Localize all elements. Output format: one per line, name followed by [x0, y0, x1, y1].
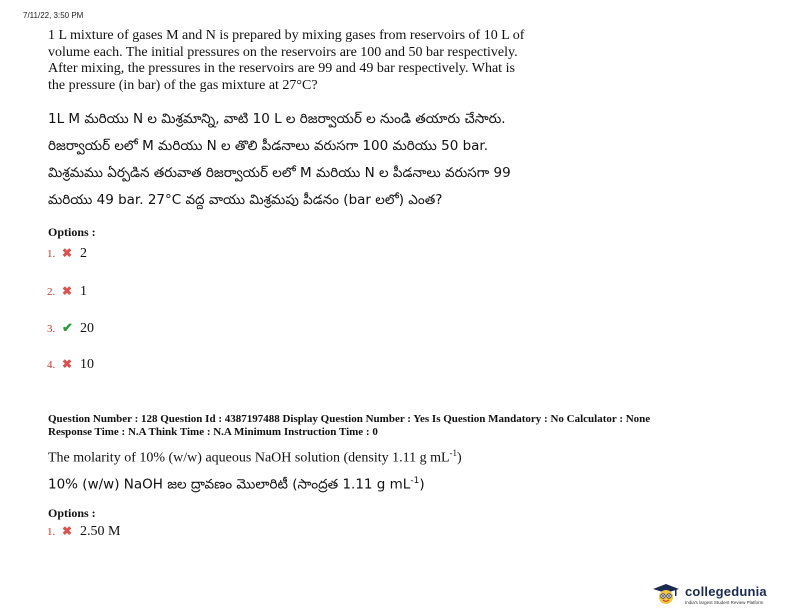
telugu-line: మరియు 49 bar. 27°C వద్ద వాయు మిశ్రమపు పీడనం (bar లలో) ఎంత? [48, 192, 443, 208]
brand-name: collegedunia [685, 583, 767, 599]
collegedunia-logo [651, 583, 767, 605]
superscript: -1 [449, 448, 458, 458]
option-3[interactable] [47, 320, 94, 337]
cross-icon: ✖ [62, 246, 73, 260]
question-line-end: ) [457, 450, 462, 466]
superscript: -1 [410, 476, 420, 486]
options-label: Options : [48, 225, 96, 239]
option-number: 4. [47, 359, 56, 371]
option-value: 2 [80, 246, 87, 261]
question-line: After mixing, the pressures in the reservoirs are 99 and 49 bar respectively. What is [48, 61, 515, 76]
question-text [48, 28, 588, 94]
question-text-telugu [48, 110, 608, 218]
mascot-icon [651, 583, 681, 605]
meta-line: Response Time : N.A Think Time : N.A Minimum Instruction Time : 0 [48, 426, 378, 438]
telugu-line: రిజర్వాయర్ లలో M మరియు N ల తొలి పీడనాలు వరుసగా 100 మరియు 50 bar. [48, 138, 489, 154]
cross-icon: ✖ [62, 357, 73, 371]
question-line: 1 L mixture of gases M and N is prepared by mixing gases from reservoirs of 10 L of [48, 28, 525, 43]
option-1[interactable] [47, 524, 120, 540]
option-value: 1 [80, 284, 87, 299]
brand-tagline: India's largest Student Review Platform [685, 599, 764, 605]
option-number: 2. [47, 286, 56, 298]
telugu-line-end: ) [419, 476, 425, 493]
question-line: The molarity of 10% (w/w) aqueous NaOH solution (density 1.11 g mL [48, 450, 450, 466]
meta-line: Question Number : 128 Question Id : 4387197488 Display Question Number : Yes Is Question Mandatory : No Calculator : None [48, 413, 651, 425]
option-value: 2.50 M [80, 524, 121, 539]
question-line: the pressure (in bar) of the gas mixture at 27°C? [48, 77, 318, 93]
question-line: volume each. The initial pressures on the reservoirs are 100 and 50 bar respectively. [48, 44, 518, 60]
question-text [48, 445, 748, 467]
telugu-line: 1L M మరియు N ల మిశ్రమాన్ని, వాటి 10 L ల రిజర్వాయర్ ల నుండి తయారు చేసారు. [48, 111, 506, 127]
option-1[interactable] [47, 246, 87, 262]
options-label: Options : [48, 506, 96, 520]
cross-icon: ✖ [62, 284, 73, 298]
option-number: 1. [47, 526, 56, 538]
option-number: 1. [47, 248, 56, 260]
option-value: 20 [80, 321, 94, 336]
telugu-line: మిశ్రమము ఏర్పడిన తరువాత రిజర్వాయర్ లలో M మరియు N ల పీడనాలు వరుసగా 99 [48, 165, 511, 181]
question-meta [48, 413, 748, 439]
option-value: 10 [80, 357, 94, 372]
option-number: 3. [47, 323, 56, 335]
timestamp: 7/11/22, 3:50 PM [23, 11, 84, 20]
question-text-telugu [48, 472, 748, 494]
check-icon: ✔ [62, 320, 73, 335]
option-2[interactable] [47, 284, 87, 300]
option-4[interactable] [47, 357, 94, 373]
cross-icon: ✖ [62, 524, 73, 538]
telugu-line: 10% (w/w) NaOH జల ద్రావణం మొలారిటీ (సాంద్రత 1.11 g mL [48, 476, 411, 493]
